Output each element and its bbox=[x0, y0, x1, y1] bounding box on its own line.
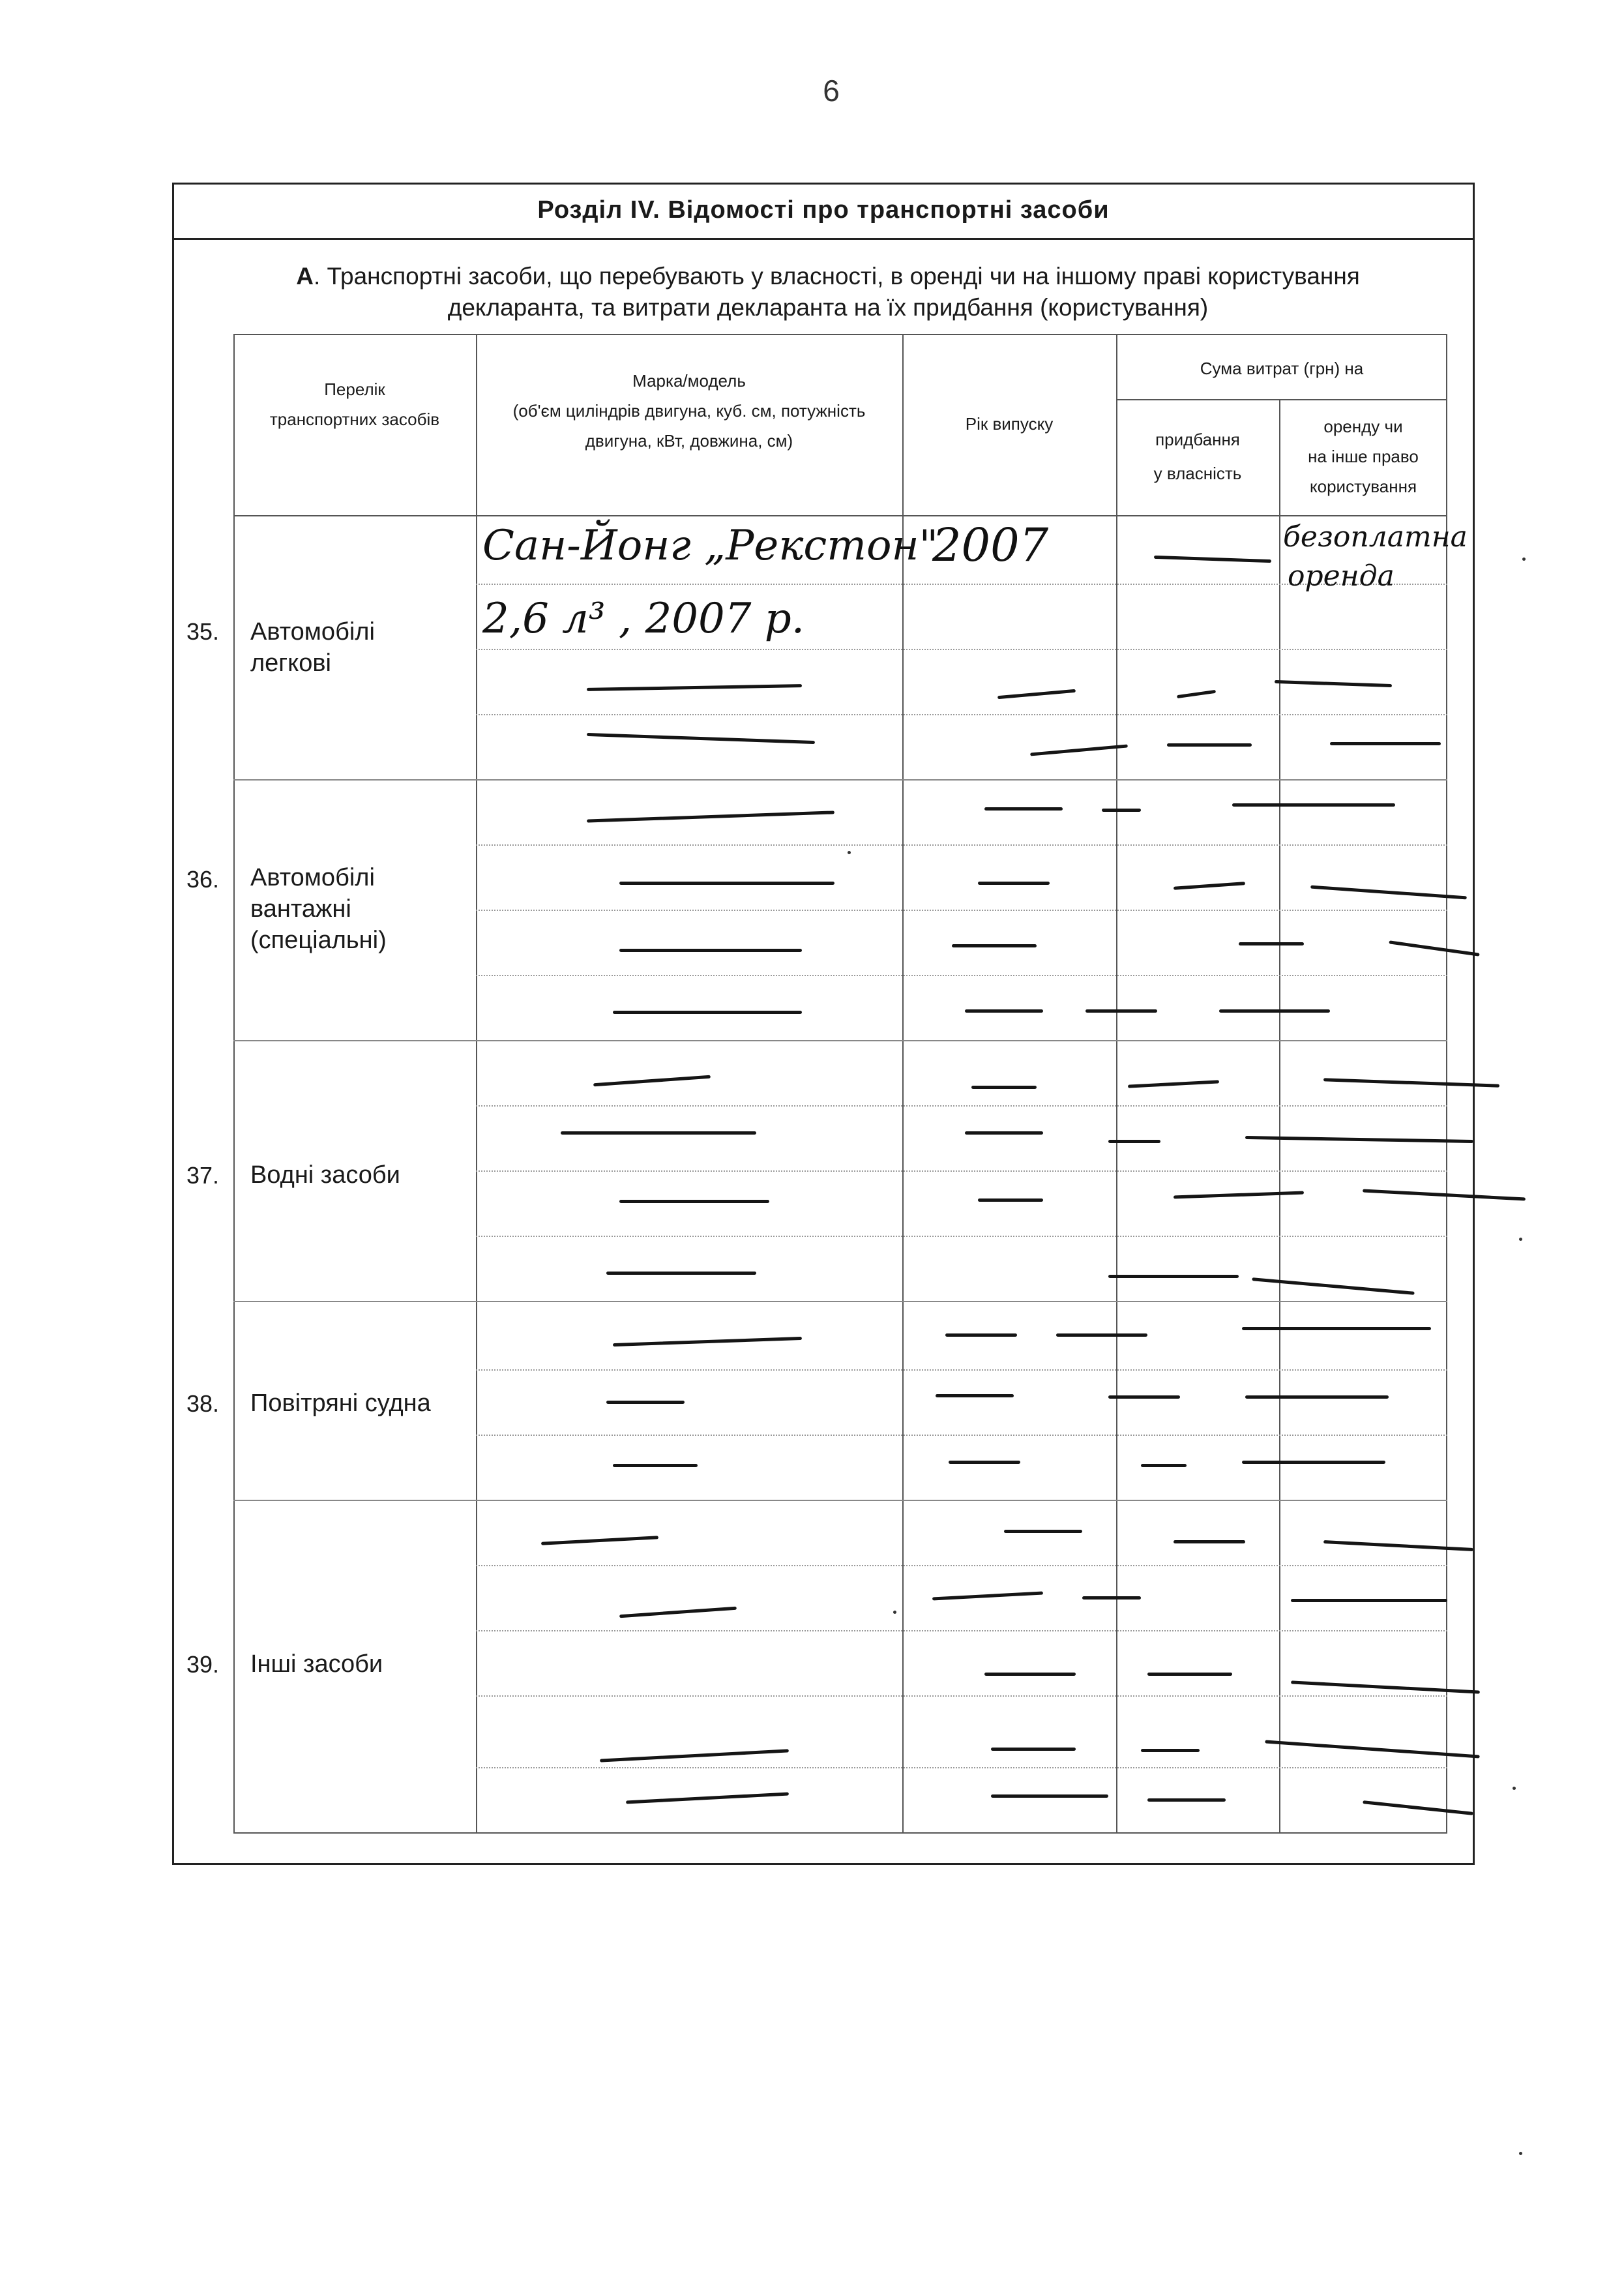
handwritten-dash bbox=[984, 1673, 1076, 1676]
header-rent-line1: оренду чи bbox=[1323, 417, 1403, 436]
handwritten-dash bbox=[971, 1086, 1037, 1089]
handwritten-dash bbox=[1147, 1798, 1226, 1802]
row-label-39 bbox=[250, 1648, 383, 1680]
header-year: Рік випуску bbox=[965, 414, 1054, 434]
row-number-37: 37. bbox=[186, 1162, 220, 1189]
handwritten-dash bbox=[1242, 1327, 1431, 1330]
header-brand-line3: двигуна, кВт, довжина, см) bbox=[585, 431, 793, 451]
row-label-35-line2: легкові bbox=[250, 649, 331, 677]
handwritten-dash bbox=[619, 949, 802, 952]
subrow-line bbox=[476, 844, 1447, 846]
handwritten-dash bbox=[606, 1272, 756, 1275]
header-sum: Сума витрат (грн) на bbox=[1200, 359, 1364, 378]
row-label-37 bbox=[250, 1159, 400, 1191]
group-divider bbox=[233, 1040, 1447, 1041]
handwritten-dash bbox=[1141, 1464, 1187, 1467]
handwritten-dash bbox=[936, 1394, 1014, 1397]
col-divider bbox=[1279, 399, 1280, 1834]
handwritten-dash bbox=[1108, 1275, 1239, 1278]
handwritten-dash bbox=[561, 1131, 756, 1135]
subrow-line bbox=[476, 1767, 1447, 1768]
handwritten-dash bbox=[984, 807, 1063, 811]
col-divider bbox=[1116, 334, 1117, 1834]
handwritten-dash bbox=[613, 1011, 802, 1014]
handwritten-dash bbox=[978, 882, 1050, 885]
handwritten-dash bbox=[1291, 1599, 1447, 1602]
subrow-line bbox=[476, 1630, 1447, 1631]
group-divider bbox=[233, 1301, 1447, 1302]
handwritten-dash bbox=[991, 1748, 1076, 1751]
row-label-36-line1: Автомобілі bbox=[250, 864, 375, 891]
handwritten-dash bbox=[613, 1464, 698, 1467]
handwritten-dash bbox=[1330, 742, 1441, 745]
handwritten-engine-year: 2,6 л³ , 2007 р. bbox=[482, 595, 805, 643]
handwritten-dash bbox=[619, 882, 834, 885]
handwritten-dash bbox=[945, 1333, 1017, 1337]
handwritten-dash bbox=[1174, 1540, 1245, 1543]
handwritten-dash bbox=[1147, 1673, 1232, 1676]
handwritten-dash bbox=[1141, 1749, 1200, 1752]
header-rent-line2: на інше право bbox=[1308, 447, 1419, 466]
handwritten-dash bbox=[1004, 1530, 1082, 1533]
header-brand-line2: (об'єм циліндрів двигуна, куб. см, потужність bbox=[512, 401, 866, 421]
group-divider bbox=[233, 1500, 1447, 1501]
subrow-line bbox=[476, 910, 1447, 911]
header-rent-line3: користування bbox=[1309, 477, 1417, 496]
row-label-39-line1: Інші засоби bbox=[250, 1650, 383, 1678]
row-label-37-line1: Водні засоби bbox=[250, 1161, 400, 1189]
handwritten-dash bbox=[1085, 1009, 1157, 1013]
handwritten-dash bbox=[1108, 1395, 1180, 1399]
col-divider bbox=[476, 334, 477, 1834]
subtitle-letter: А bbox=[296, 263, 314, 290]
handwritten-dash bbox=[1232, 803, 1395, 807]
row-label-36-line2: вантажні bbox=[250, 895, 351, 923]
scan-speck bbox=[1519, 2152, 1522, 2155]
handwritten-dash bbox=[1102, 809, 1141, 812]
handwritten-dash bbox=[1108, 1140, 1160, 1143]
handwritten-year: 2007 bbox=[932, 518, 1049, 572]
header-purchase bbox=[1116, 417, 1279, 496]
row-label-35-line1: Автомобілі bbox=[250, 618, 375, 646]
scan-speck bbox=[1522, 558, 1526, 561]
row-number-38: 38. bbox=[186, 1390, 220, 1417]
row-number-36: 36. bbox=[186, 866, 220, 893]
section-title: Розділ IV. Відомості про транспортні засоби bbox=[172, 183, 1475, 240]
header-purchase-line2: у власність bbox=[1153, 464, 1242, 483]
handwritten-dash bbox=[1167, 743, 1252, 747]
row-number-39: 39. bbox=[186, 1651, 220, 1678]
handwritten-dash bbox=[1056, 1333, 1147, 1337]
handwritten-dash bbox=[1242, 1461, 1385, 1464]
subtitle-text-1: . Транспортні засоби, що перебувають у власності, в оренді чи на іншому праві користування bbox=[313, 263, 1360, 290]
subrow-line bbox=[476, 1236, 1447, 1237]
handwritten-dash bbox=[1245, 1395, 1389, 1399]
subtitle-line-2: декларанта, та витрати декларанта на їх придбання (користування) bbox=[447, 294, 1209, 321]
header-brand-line1: Марка/модель bbox=[632, 371, 746, 391]
header-vehicle-list-line2: транспортних засобів bbox=[269, 409, 440, 429]
subrow-line bbox=[476, 1695, 1447, 1697]
handwritten-dash bbox=[1219, 1009, 1330, 1013]
header-rent bbox=[1279, 404, 1447, 509]
handwritten-dash bbox=[952, 944, 1037, 947]
handwritten-rent-line1: безоплатна bbox=[1283, 520, 1468, 554]
header-vehicle-list-line1: Перелік bbox=[324, 380, 385, 399]
handwritten-dash bbox=[1239, 942, 1304, 945]
subtitle-line-1 bbox=[215, 261, 1441, 292]
row-label-36-line3: (спеціальні) bbox=[250, 927, 387, 954]
handwritten-dash bbox=[619, 1200, 769, 1203]
handwritten-dash bbox=[965, 1009, 1043, 1013]
row-label-35 bbox=[250, 616, 375, 679]
handwritten-dash bbox=[978, 1198, 1043, 1202]
subrow-line bbox=[476, 1105, 1447, 1107]
subrow-line bbox=[476, 1170, 1447, 1172]
header-vehicle-list bbox=[233, 365, 476, 443]
header-sub-line bbox=[1116, 399, 1447, 400]
header-brand-model bbox=[476, 359, 902, 463]
handwritten-dash bbox=[991, 1794, 1108, 1798]
subrow-line bbox=[476, 649, 1447, 650]
row-number-35: 35. bbox=[186, 618, 220, 645]
scan-speck bbox=[1519, 1238, 1522, 1241]
scan-speck bbox=[848, 851, 851, 854]
header-bottom-line bbox=[233, 515, 1447, 516]
handwritten-rent-line2: оренда bbox=[1288, 559, 1395, 593]
scan-speck bbox=[1513, 1787, 1516, 1790]
handwritten-dash bbox=[606, 1401, 685, 1404]
row-label-36 bbox=[250, 862, 387, 956]
handwritten-brand-model: Сан-Йонг „Рекстон" bbox=[482, 522, 939, 570]
group-divider bbox=[233, 779, 1447, 781]
subrow-line bbox=[476, 714, 1447, 715]
scan-speck bbox=[893, 1611, 896, 1614]
row-label-38 bbox=[250, 1388, 431, 1419]
page-number: 6 bbox=[823, 74, 840, 108]
handwritten-dash bbox=[1082, 1596, 1141, 1600]
subrow-line bbox=[476, 1435, 1447, 1436]
header-purchase-line1: придбання bbox=[1155, 430, 1240, 449]
subrow-line bbox=[476, 975, 1447, 976]
row-label-38-line1: Повітряні судна bbox=[250, 1390, 431, 1417]
handwritten-dash bbox=[965, 1131, 1043, 1135]
handwritten-dash bbox=[949, 1461, 1020, 1464]
subrow-line bbox=[476, 1565, 1447, 1566]
subrow-line bbox=[476, 1369, 1447, 1371]
subtitle bbox=[215, 261, 1441, 323]
